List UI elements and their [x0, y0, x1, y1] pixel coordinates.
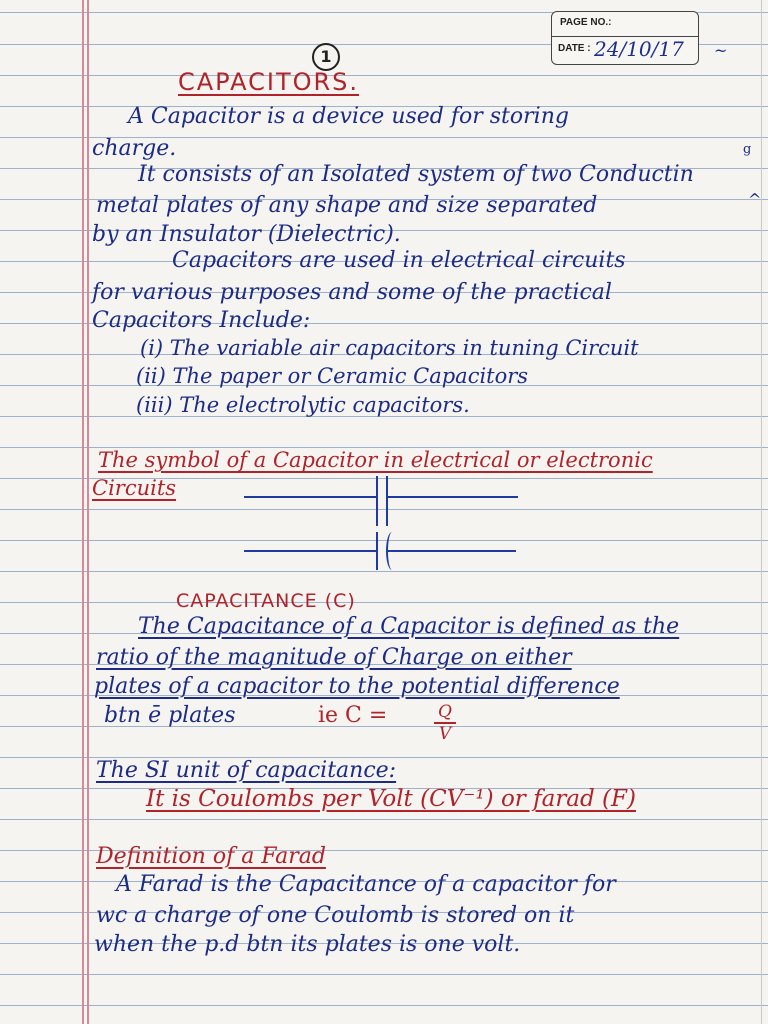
farad-line-2: wc a charge of one Coulomb is stored on it — [96, 903, 575, 928]
intro-line-1: A Capacitor is a device used for storing — [128, 104, 569, 129]
caret-mark: ^ — [748, 190, 762, 209]
fraction-denominator: V — [438, 724, 452, 744]
symbol-line-2: Circuits — [92, 476, 177, 500]
wire-right — [388, 496, 518, 498]
capacitor-plate — [376, 476, 378, 526]
capacitance-line-3: plates of a capacitor to the potential difference — [94, 674, 620, 699]
si-unit-line-2: It is Coulombs per Volt (CV⁻¹) or farad (F) — [146, 786, 636, 812]
page-no-label: PAGE NO.: — [560, 17, 612, 28]
capacitance-formula: ie C = — [318, 703, 388, 728]
symbol-line-1: The symbol of a Capacitor in electrical or electronic — [98, 448, 653, 472]
list-item-2: (ii) The paper or Ceramic Capacitors — [136, 364, 529, 388]
list-item-3: (iii) The electrolytic capacitors. — [136, 393, 470, 417]
date-value: 24/10/17 — [594, 37, 684, 61]
fraction-numerator: Q — [438, 702, 452, 722]
formula-fraction — [434, 703, 456, 743]
farad-line-1: A Farad is the Capacitance of a capacitor for — [116, 872, 616, 897]
wire-right — [388, 550, 516, 552]
consists-line-1: It consists of an Isolated system of two Conductin — [138, 162, 694, 187]
date-label: DATE : — [558, 43, 591, 54]
margin-line — [87, 0, 89, 1024]
farad-line-3: when the p.d btn its plates is one volt. — [94, 932, 521, 957]
wire-left — [244, 550, 376, 552]
intro-line-2: charge. — [92, 136, 177, 161]
page-number: 1 — [312, 43, 340, 71]
squiggle-mark: ~ — [714, 41, 728, 60]
consists-line-3: by an Insulator (Dielectric). — [92, 222, 401, 247]
consists-line-2: metal plates of any shape and size separated — [96, 193, 598, 218]
capacitor-plate — [376, 532, 378, 570]
uses-line-3: Capacitors Include: — [92, 308, 311, 333]
capacitance-line-1: The Capacitance of a Capacitor is defined as the — [138, 614, 680, 639]
list-item-1: (i) The variable air capacitors in tuning Circuit — [140, 336, 639, 360]
uses-line-1: Capacitors are used in electrical circuits — [172, 248, 626, 273]
capacitance-line-2: ratio of the magnitude of Charge on either — [96, 645, 572, 670]
farad-heading: Definition of a Farad — [96, 844, 326, 869]
page-title: CAPACITORS. — [178, 68, 360, 96]
superscript-g: g — [743, 142, 752, 157]
capacitance-heading: CAPACITANCE (C) — [176, 590, 356, 612]
page-edge — [761, 0, 762, 1024]
capacitor-plate — [386, 476, 388, 526]
wire-left — [244, 496, 376, 498]
capacitance-line-4: btn ē plates — [104, 703, 236, 728]
uses-line-2: for various purposes and some of the practical — [92, 280, 612, 305]
page-date-box — [551, 11, 699, 65]
si-unit-line-1: The SI unit of capacitance: — [96, 758, 397, 783]
margin-line — [82, 0, 84, 1024]
